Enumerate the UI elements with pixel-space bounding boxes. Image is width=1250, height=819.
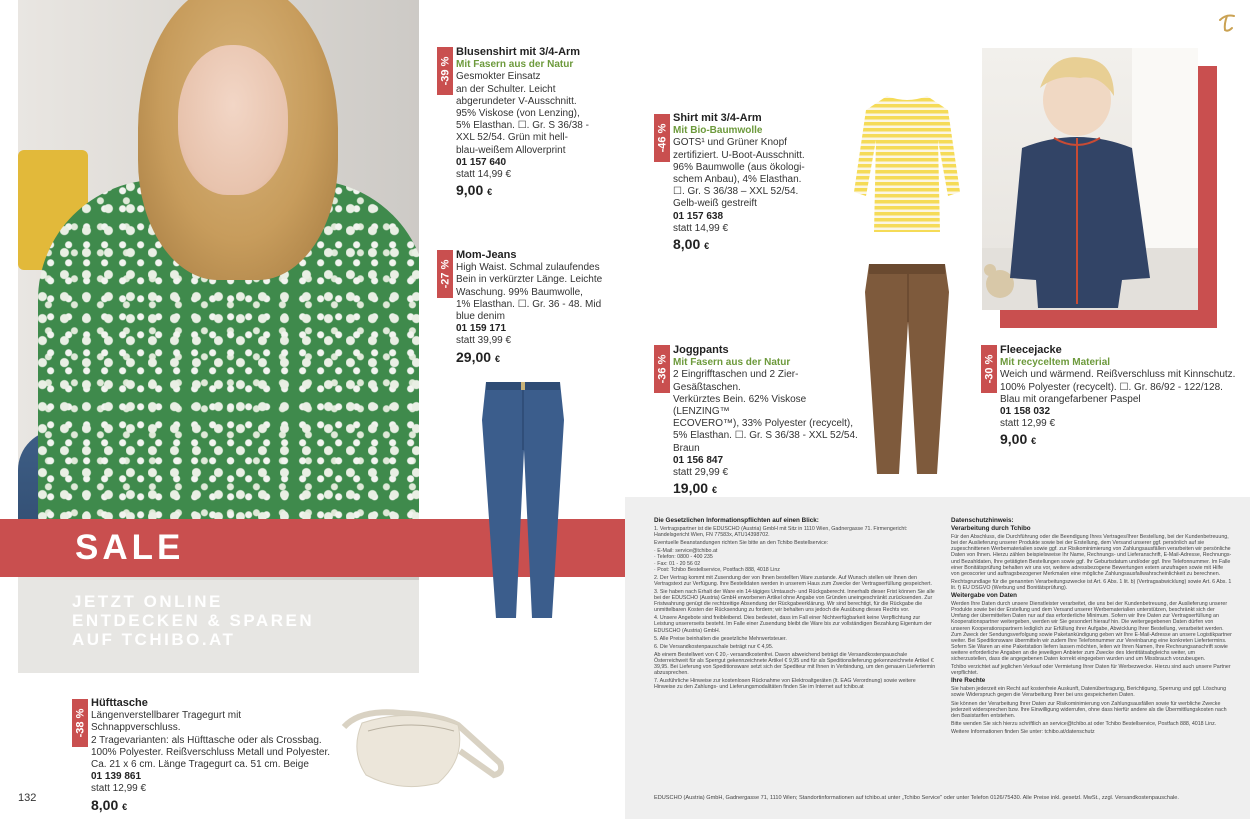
legal-paragraph: · Fax: 01 - 20 56 02: [654, 560, 701, 567]
product-mom-jeans[interactable]: [456, 249, 626, 365]
hueftasche-product-image: [340, 703, 510, 793]
legal-paragraph: 2. Der Vertrag kommt mit Zusendung der von Ihnen bestellten Ware zustande. Auf Wunsch stellen wir Ihnen den Vertragstext zur Verfügung. Ihre Bestelldaten werden in unserem Haus zum Zwecke der Vertragserfüllung gespeichert.: [654, 574, 932, 587]
product-desc-line: 100% Polyester (recycelt). ☐. Gr. 86/92 - 122/128.: [1000, 381, 1223, 393]
product-blusenshirt[interactable]: [456, 46, 621, 198]
product-name: Fleecejacke: [1000, 344, 1062, 356]
product-desc-line: Gelb-weiß gestreift: [673, 198, 757, 210]
legal-paragraph: · Post: Tchibo Bestellservice, Postfach 888, 4018 Linz: [654, 566, 780, 573]
article-number: 01 156 847: [673, 454, 724, 466]
old-price: statt 39,99 €: [456, 335, 512, 347]
article-number: 01 157 640: [456, 156, 507, 168]
sale-line-2: ENTDECKEN & SPAREN: [72, 611, 315, 630]
product-desc-line: Gesmokter Einsatz: [456, 71, 541, 83]
legal-info-heading: Die Gesetzlichen Informationspflichten auf einen Blick:: [654, 517, 819, 524]
product-name: Shirt mit 3/4-Arm: [673, 112, 762, 124]
product-fleecejacke[interactable]: [1000, 344, 1240, 448]
privacy-paragraph: Werden Ihre Daten durch unsere Dienstleister verarbeitet, die uns bei der Kundenbetreuung, der Auslieferung unserer Produkte sowie bei der Erstellung und dem Versand unserer Werbematerialien unterstützen, beschränkt sich der Umfang der übermittelten Daten nur auf das erforderliche Minimum. Sofern wir Ihre Daten zur Vertragserfüllung an Kooperationspartner weitergeben, werden wir Sie gesondert hierauf hin. Die weitergegebenen Daten dürfen von unseren Kooperationspartnern lediglich zur Erfüllung ihrer Aufgabe, Abwicklung Ihrer Bestellung, verarbeitet werden. Zum Zweck der Sendungsverfolgung sowie Paketankündigung geben wir Ihre E-Mail-Adresse an unsere Logistikpartner weiter. Bei Speditionsware übermitteln wir zudem Ihre Telefonnummer zur Vereinbarung eine konkreten Liefertermins. Sofern Sie Waren an eine Paketstation liefern lassen möchten, leiten wir Ihren Namen, Ihre Rechnungsanschrift sowie weitere erforderliche Angaben an die jeweiligen Anbieter zum Zwecke des Identitätsabgleichs weiter, um sicherzustellen, dass die angegebenen Daten korrekt eingegeben wurden und um Missbrauch vorzubeugen.: [951, 601, 1232, 662]
discount-badge: -38 %: [72, 699, 88, 747]
child-fleecejacket-photo: [982, 48, 1198, 310]
sale-title: SALE: [75, 528, 185, 567]
striped-shirt-product-image: [852, 92, 962, 237]
product-desc-line: ECOVERO™), 33% Polyester (recycelt),: [673, 418, 854, 430]
discount-badge: -46 %: [654, 114, 670, 162]
privacy-paragraph: Für den Abschluss, die Durchführung oder die Beendigung Ihres Vertrages/Ihrer Bestellung, bei der Kundenbetreuung, bei der Auslieferung unserer Produkte sowie bei der Erstellung, dem Versand unserer ggf. persönlich auf sie zugeschnittenen Werbematerialien sowie ggf. zur Risikominimierung von Zahlungsausfällen verarbeiten wir persönliche Daten von Ihnen. Hierzu zählen beispielsweise Ihr Name, Rechnungs- und Lieferanschrift, E-Mail-Adresse, Rechnungs- und Bezahldaten, Ihre getätigten Bestellungen sowie ggf. Ihr Geburtsdatum und/oder ggf. Ihre Telefonnummer. Im Falle einer Bonitätsprüfung behalten wir uns vor, weitere adressbezogene Bewertungen extern anzufragen sowie mit Hilfe von geoscorier und auftragsbezogener Merkmalen eine mögliche Zahlungsausfallwahrscheinlichkeit zu berechnen.: [951, 534, 1232, 577]
product-name: Blusenshirt mit 3/4-Arm: [456, 46, 581, 58]
privacy-heading: Datenschutzhinweis:: [951, 517, 1014, 524]
privacy-subheading: Verarbeitung durch Tchibo: [951, 525, 1031, 533]
sale-line-3: AUF TCHIBO.AT: [72, 630, 236, 649]
legal-paragraph: Eventuelle Beanstandungen richten Sie bitte an den Tchibo Bestellservice:: [654, 540, 829, 547]
product-desc-line: 95% Viskose (von Lenzing),: [456, 108, 580, 120]
product-subtitle: Mit Fasern aus der Natur: [456, 59, 574, 71]
product-desc-line: Waschung. 99% Baumwolle,: [456, 286, 583, 298]
privacy-subheading: Weitergabe von Daten: [951, 592, 1018, 600]
product-desc-line: Bein in verkürzter Länge. Leichte: [456, 274, 603, 286]
old-price: statt 12,99 €: [91, 783, 147, 795]
product-desc-line: Verkürztes Bein. 62% Viskose (LENZING™: [673, 393, 807, 418]
product-desc-line: Ca. 21 x 6 cm. Länge Tragegurt ca. 51 cm. Beige: [91, 759, 309, 771]
product-name: Mom-Jeans: [456, 249, 517, 261]
product-subtitle: Mit Fasern aus der Natur: [673, 357, 791, 369]
product-desc-line: abgerundeter V-Ausschnitt.: [456, 95, 577, 107]
product-desc-line: 96% Baumwolle (aus ökologi-: [673, 161, 805, 173]
privacy-paragraph: Rechtsgrundlage für die genannten Verarbeitungszwecke ist Art. 6 Abs. 1 lit. b) (Vertragsabwicklung) sowie Art. 6 Abs. 1 lit. f) EU DSGVO (Werbung und Bonitätsprüfung).: [951, 578, 1232, 591]
price: 8,00 €: [91, 796, 128, 813]
product-desc-line: Blau mit orangefarbener Paspel: [1000, 393, 1141, 405]
privacy-paragraph: Sie können der Verarbeitung Ihrer Daten zur Risikominimierung von Zahlungsausfällen sowie für werbliche Zwecke jederzeit widersprechen bzw. Ihre Einwilligung widerrufen, ohne dass hierfür andere als die Übermittlungskosten nach den Basistarifen entstehen.: [951, 700, 1227, 719]
discount-badge: -30 %: [981, 345, 997, 393]
product-desc-line: 2 Eingrifftaschen und 2 Zier-Gesäßtaschen.: [673, 369, 799, 393]
product-desc-line: 5% Elasthan. ☐. Gr. S 36/38 -: [456, 120, 589, 132]
legal-paragraph: · E-Mail: service@tchibo.at: [654, 548, 718, 555]
product-shirt[interactable]: [673, 112, 838, 252]
product-desc-line: 2 Tragevarianten: als Hüfttasche oder als Crossbag.: [91, 734, 322, 746]
product-desc-line: blau-weißem Alloverprint: [456, 144, 566, 156]
jeans-product-image: [478, 380, 568, 620]
privacy-paragraph: Sie haben jederzeit ein Recht auf kostenfreie Auskunft, Datenübertragung, Berichtigung, Sperrung und ggf. Löschung sowie Widerspruch gegen die Verarbeitung Ihrer bei uns gespeicherten Daten.: [951, 686, 1227, 699]
privacy-paragraph: Bitte wenden Sie sich hierzu schriftlich an service@tchibo.at oder Tchibo Bestellservice, Postfach 888, 4018 Linz.: [951, 720, 1217, 727]
product-name: Joggpants: [673, 344, 729, 356]
product-desc-line: GOTS¹ und Grüner Knopf: [673, 137, 787, 149]
sale-line-1: JETZT ONLINE: [72, 592, 223, 611]
tchibo-logo-icon: [1216, 12, 1238, 34]
privacy-info-column: [951, 516, 1233, 737]
product-desc-line: ☐. Gr. S 36/38 – XXL 52/54.: [673, 186, 799, 198]
product-desc-line: Längenverstellbarer Tragegurt mit Schnappverschluss.: [91, 710, 242, 734]
article-number: 01 157 638: [673, 210, 724, 222]
product-desc-line: 1% Elasthan. ☐. Gr. 36 - 48. Mid: [456, 298, 602, 310]
product-desc-line: XXL 52/54. Grün mit hell-: [456, 132, 568, 144]
price: 9,00 €: [456, 182, 493, 199]
product-name: Hüfttasche: [91, 697, 148, 709]
page-number: 132: [18, 792, 37, 804]
legal-paragraph: 7. Ausführliche Hinweise zur kostenlosen Rücknahme von Elektroaltgeräten (lt. EAG Verordnung) sowie weitere Hinweise zu den Zahlungs- und Lieferungsmodalitäten finden Sie im Internet auf tchibo.at: [654, 678, 916, 691]
old-price: statt 12,99 €: [1000, 418, 1056, 430]
old-price: statt 14,99 €: [456, 169, 512, 181]
price: 19,00 €: [673, 480, 717, 497]
product-desc-line: 5% Elasthan. ☐. Gr. S 36/38 - XXL 52/54.: [673, 430, 858, 442]
legal-paragraph: 3. Sie haben nach Erhalt der Ware ein 14-tägiges Umtausch- und Rückgaberecht. Innerhalb dieser Frist können Sie alle bei der EDUSCHO (Austria) GmbH erworbenen Artikel ohne Angabe von Gründen uneingeschränkt zurücksenden. Zur Fristwahrung genügt die rechtzeitige Absendung der Rückgabeerklärung. Wir sind berechtigt, für die Rückgabe die unmittelbaren Kosten der Rücksendung zu fordern; wir behalten uns jedoch die Ausübung dieses Rechts vor.: [654, 588, 935, 614]
old-price: statt 14,99 €: [673, 222, 729, 234]
product-desc-line: 100% Polyester. Reißverschluss Metall und Polyester.: [91, 746, 330, 758]
privacy-paragraph: Weitere Informationen finden Sie unter: tchibo.at/datenschutz: [951, 728, 1095, 735]
product-desc-line: Braun: [673, 442, 700, 454]
legal-paragraph: · Telefon: 0800 - 400 235: [654, 554, 713, 561]
product-joggpants[interactable]: [673, 344, 858, 496]
discount-badge: -36 %: [654, 345, 670, 393]
product-subtitle: Mit Bio-Baumwolle: [673, 125, 763, 137]
legal-paragraph: 4. Unsere Angebote sind freibleibend. Dies bedeutet, dass im Fall einer Nichtverfügbarkeit keine Verpflichtung zur Leistung unsererseits besteht. Im Falle einer Zusendung bleibt die Ware bis zur vollständigen Bezahlung Eigentum der EDUSCHO (Austria) GmbH.: [654, 615, 932, 634]
product-desc-line: schem Anbau), 4% Elasthan.: [673, 174, 802, 186]
legal-paragraph: 5. Alle Preise beinhalten die gesetzliche Mehrwertsteuer.: [654, 635, 787, 642]
price: 9,00 €: [1000, 431, 1037, 448]
joggpants-product-image: [863, 262, 951, 477]
legal-info-column: [654, 516, 936, 692]
article-number: 01 139 861: [91, 771, 142, 783]
article-number: 01 158 032: [1000, 406, 1051, 418]
product-desc-line: zertifiziert. U-Boot-Ausschnitt.: [673, 149, 805, 161]
discount-badge: -27 %: [437, 250, 453, 298]
privacy-subheading: Ihre Rechte: [951, 677, 986, 685]
legal-paragraph: 6. Die Versandkostenpauschale beträgt nur € 4,95.: [654, 643, 774, 650]
legal-paragraph: 1. Vertragspartner ist die EDUSCHO (Austria) GmbH mit Sitz in 1110 Wien, Gadnergasse 71. Firmengericht: Handelsgericht Wien, FN 77583x, ATU14398702.: [654, 526, 908, 539]
discount-badge: -39 %: [437, 47, 453, 95]
product-desc-line: blue denim: [456, 311, 505, 323]
price: 8,00 €: [673, 236, 710, 253]
sale-subtitle[interactable]: [72, 592, 314, 649]
product-desc-line: High Waist. Schmal zulaufendes: [456, 262, 600, 274]
old-price: statt 29,99 €: [673, 467, 729, 479]
product-hueftasche[interactable]: [91, 697, 331, 813]
product-subtitle: Mit recyceltem Material: [1000, 357, 1111, 369]
legal-paragraph: Ab einem Bestellwert von € 20,- versandkostenfrei. Davon abweichend beträgt die Versandkostenpauschale Österreichweit für als Sperrgut gekennzeichnete Artikel € 9,95 und für als Speditionslieferung gekennzeichnete Artikel € 39,95. Bei Lieferung von Speditionsware setzt sich der Spediteur mit Ihnen in Verbindung, um den genauen Liefertermin abzusprechen.: [654, 651, 936, 677]
product-desc-line: Weich und wärmend. Reißverschluss mit Kinnschutz.: [1000, 369, 1236, 381]
article-number: 01 159 171: [456, 323, 507, 335]
product-desc-line: an der Schulter. Leicht: [456, 83, 556, 95]
footer-legal-line: EDUSCHO (Austria) GmbH, Gadnergasse 71, 1110 Wien; Standortinformationen auf tchibo.at unter „Tchibo Service" oder unter Telefon 0126/75430. Alle Preise inkl. gesetzl. MwSt., zzgl. Versandkostenpauschale.: [654, 795, 1179, 801]
price: 29,00 €: [456, 348, 500, 365]
privacy-paragraph: Tchibo verzichtet auf jeglichen Verkauf oder Vermietung Ihrer Daten für Werbezwecke. Hierzu sind auch unsere Partner verpflichtet.: [951, 664, 1231, 677]
